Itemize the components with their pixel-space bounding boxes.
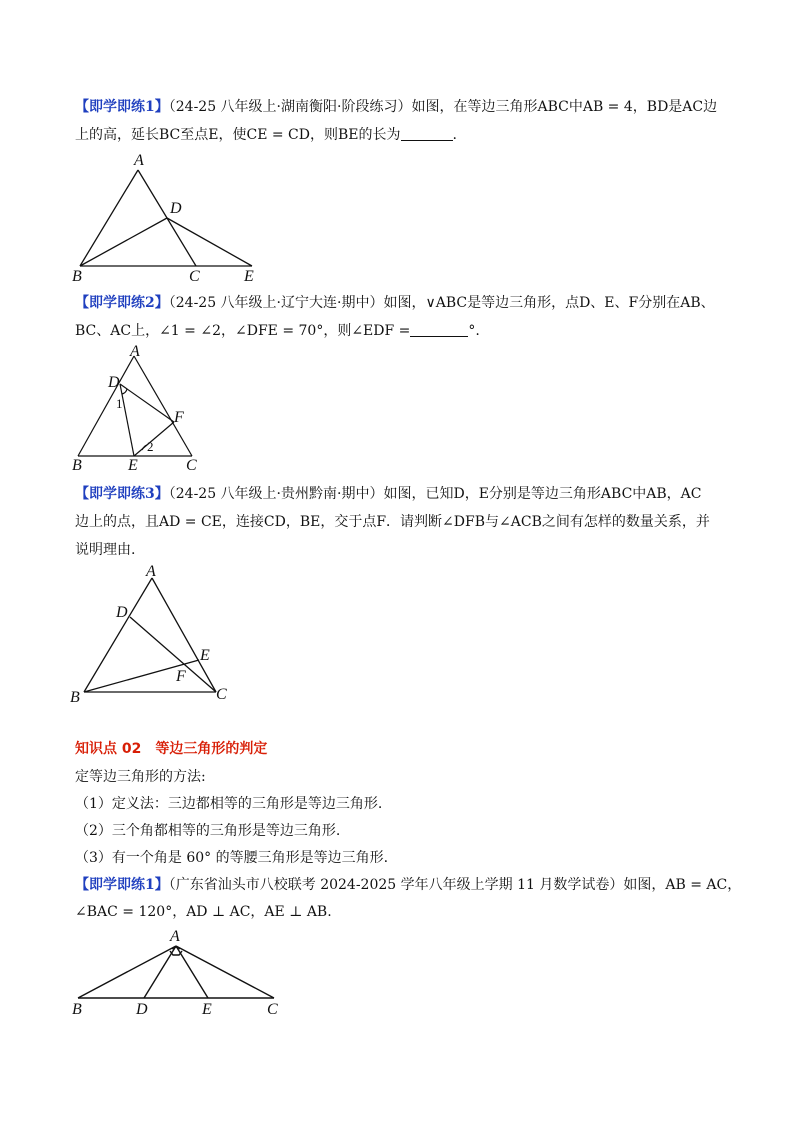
q2-tag: 【即学即练2】	[75, 295, 169, 311]
q4-tag: 【即学即练1】	[75, 877, 169, 893]
q3-label-a: A	[146, 563, 156, 580]
q1-label-c: C	[189, 268, 200, 282]
q3-text-1: 如图，已知D，E分别是等边三角形ABC中AB，AC	[383, 486, 702, 502]
q4-text-1: 如图，AB = AC，	[623, 877, 742, 893]
q3-line3	[75, 539, 735, 561]
q2-label-2: 2	[147, 439, 154, 454]
q3-label-b: B	[70, 689, 80, 704]
q4-line2	[75, 901, 735, 923]
q2-label-d: D	[108, 374, 120, 391]
q1-label-e: E	[244, 268, 254, 282]
q3-label-c: C	[216, 686, 227, 703]
q3-figure	[66, 560, 246, 708]
q3-text-3: 说明理由.	[75, 542, 136, 558]
q1-label-a: A	[134, 152, 144, 169]
q4-source: （广东省汕头市八校联考 2024-2025 学年八年级上学期 11 月数学试卷）	[168, 877, 624, 893]
q3-label-e: E	[200, 647, 210, 664]
q4-label-a: A	[170, 928, 180, 945]
q2-line2	[75, 320, 735, 342]
q4-label-e: E	[202, 1001, 212, 1018]
q2-text-1: 如图，∨ABC是等边三角形，点D、E、F分别在AB、	[383, 295, 715, 311]
q3-source: （24-25 八年级上·贵州黔南·期中）	[168, 486, 384, 502]
q1-label-b: B	[72, 268, 82, 282]
q2-label-a: A	[130, 343, 140, 360]
method-3: （3）有一个角是 60° 的等腰三角形是等边三角形.	[75, 850, 389, 866]
q2-answer-blank[interactable]	[410, 322, 468, 337]
q1-answer-blank[interactable]	[401, 126, 453, 141]
q1-period: .	[452, 127, 457, 143]
q1-line1	[75, 96, 735, 118]
q2-label-b: B	[72, 457, 82, 474]
q1-text-1: 如图，在等边三角形ABC中AB = 4，BD是AC边	[411, 99, 718, 115]
q2-text-2: BC、AC上，∠1 = ∠2，∠DFE = 70°，则∠EDF =	[75, 323, 411, 339]
section-heading: 知识点 02 等边三角形的判定	[75, 741, 268, 757]
q4-label-c: C	[267, 1001, 278, 1018]
q2-degree: °.	[468, 323, 480, 339]
q3-label-f: F	[176, 668, 186, 685]
q4-line1	[75, 874, 742, 896]
q4-label-b: B	[72, 1001, 82, 1018]
q3-line2	[75, 511, 735, 533]
q4-text-2: ∠BAC = 120°，AD ⊥ AC，AE ⊥ AB.	[75, 904, 332, 920]
q3-tag: 【即学即练3】	[75, 486, 169, 502]
q3-label-d: D	[116, 604, 128, 621]
method-1: （1）定义法：三边都相等的三角形是等边三角形.	[75, 796, 383, 812]
q3-text-2: 边上的点，且AD = CE，连接CD，BE，交于点F．请判断∠DFB与∠ACB之间有怎样的数量关系，并	[75, 514, 710, 530]
q2-line1	[75, 292, 735, 314]
q1-figure	[70, 150, 270, 286]
q1-text-2: 上的高，延长BC至点E，使CE = CD，则BE的长为	[75, 127, 401, 143]
q1-source: （24-25 八年级上·湖南衡阳·阶段练习）	[168, 99, 412, 115]
q1-label-d: D	[170, 200, 182, 217]
q2-figure	[68, 342, 208, 478]
q2-label-1: 1	[116, 396, 123, 411]
q2-label-f: F	[174, 409, 184, 426]
q4-label-d: D	[136, 1001, 148, 1018]
q1-tag: 【即学即练1】	[75, 99, 169, 115]
method-2: （2）三个角都相等的三角形是等边三角形.	[75, 823, 341, 839]
q2-label-c: C	[186, 457, 197, 474]
section-intro: 定等边三角形的方法:	[75, 769, 206, 785]
q2-source: （24-25 八年级上·辽宁大连·期中）	[168, 295, 384, 311]
q1-line2	[75, 124, 735, 146]
q3-line1	[75, 483, 735, 505]
q2-label-e: E	[128, 457, 138, 474]
q4-figure	[68, 924, 298, 1024]
